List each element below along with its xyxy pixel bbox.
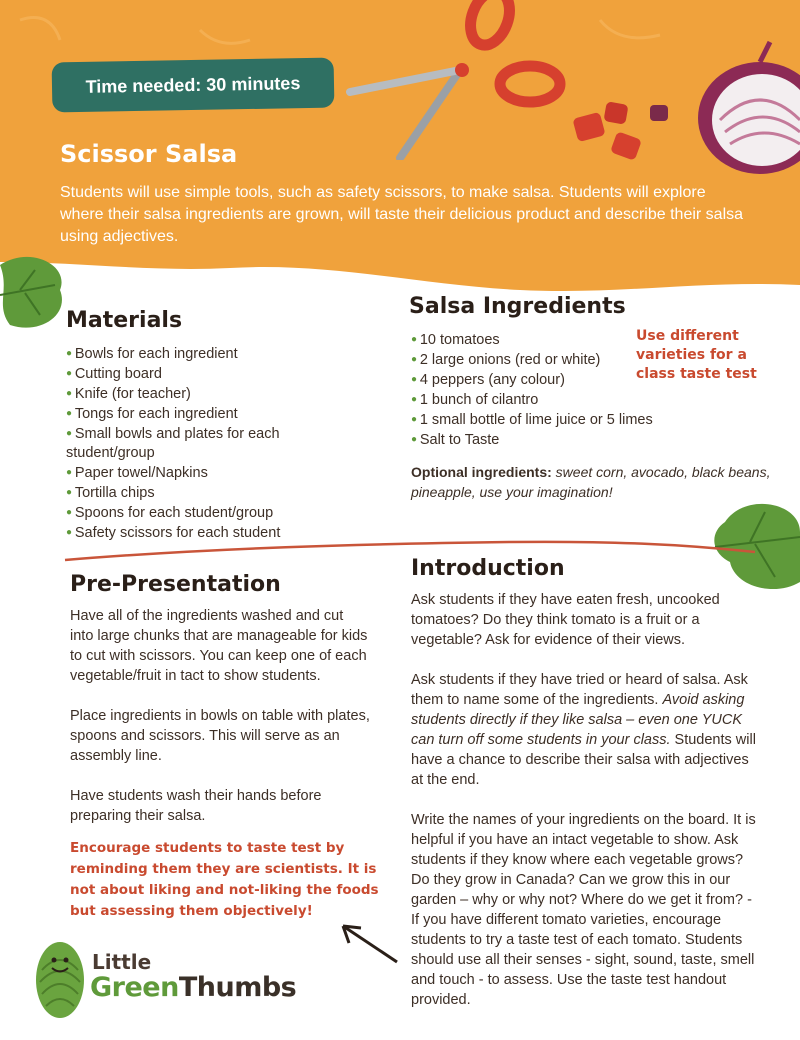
list-item: ● Tortilla chips [66,483,346,503]
list-item: ● Small bowls and plates for each student/group [66,424,346,463]
ingredients-heading: Salsa Ingredients [409,294,626,319]
pre-presentation-heading: Pre-Presentation [70,572,281,597]
onion-icon [690,40,800,180]
logo-text-little: Little [92,950,152,974]
materials-list [66,344,346,543]
encourage-note: Encourage students to taste test by reminding them they are scientists. It is not about liking and not-liking the foods but assessing them objectively! [70,840,379,919]
paragraph-italic: Avoid asking students directly if they like salsa – even one YUCK can turn off some students in your class. [411,692,745,748]
page-description: Students will use simple tools, such as safety scissors, to make salsa. Students will explore where their salsa ingredients are grown, will taste their delicious product and describe their salsa using adjectives. [60,184,744,245]
list-item: ● Tongs for each ingredient [66,404,346,424]
optional-ingredients [411,462,771,502]
paragraph [411,670,761,790]
scissors-icon [340,0,580,160]
paragraph: Have all of the ingredients washed and cut into large chunks that are manageable for kids to cut with scissors. You can keep one of each vegetable/fruit in tact to show students. [70,608,368,684]
list-item: ● Knife (for teacher) [66,384,346,404]
taste-test-note: Use different varieties for a class taste test [636,328,757,382]
paragraph: Ask students if they have eaten fresh, uncooked tomatoes? Do they think tomato is a fruit or a vegetable? Ask for evidence of their views. [411,592,720,648]
paragraph: Have students wash their hands before preparing their salsa. [70,788,322,824]
list-item: ● 4 peppers (any colour) [411,370,701,390]
list-item: ● 10 tomatoes [411,330,701,350]
paragraph: Place ingredients in bowls on table with plates, spoons and scissors. This will serve as an assembly line. [70,708,370,764]
list-item: ● Cutting board [66,364,346,384]
optional-label: Optional ingredients: [411,464,552,480]
list-item: ● Safety scissors for each student [66,523,346,543]
paragraph-text: Ask students if they have tried or heard of salsa. Ask them to name some of the ingredients. [411,672,748,708]
list-item: ● 1 bunch of cilantro [411,390,701,410]
list-item: ● 2 large onions (red or white) [411,350,701,370]
arrow-icon [335,918,405,968]
time-needed-badge: Time needed: 30 minutes [52,58,335,113]
paragraph: Write the names of your ingredients on the board. It is helpful if you have an intact vegetable to show. Ask students if they know where each vegetable grows? Do they grow in Canada? Can we grow this in our garden – why or why not? Where do we get it from? - If you have different tomato varieties, encourage students to try a taste test of each tomato. Students should use all their senses - sight, sound, taste, smell and touch - to assess. Use the taste test handout provided. [411,812,756,1008]
paragraph-text: Students will have a chance to describe their salsa with adjectives at the end. [411,732,756,788]
logo-text-green: Green [90,972,179,1003]
page-title: Scissor Salsa [60,140,238,168]
section-divider [60,530,760,570]
cilantro-icon [0,245,75,345]
optional-text: sweet corn, avocado, black beans, pineapple, use your imagination! [411,464,771,500]
list-item: ● Salt to Taste [411,430,701,450]
materials-heading: Materials [66,308,183,333]
logo-text-greenthumbs [90,972,296,1003]
tomato-pieces-icon [565,95,675,170]
list-item: ● Spoons for each student/group [66,503,346,523]
introduction-heading: Introduction [411,556,565,581]
list-item: ● Paper towel/Napkins [66,463,346,483]
list-item: ● 1 small bottle of lime juice or 5 limes [411,410,701,430]
introduction-body [411,590,761,1030]
logo-text-thumbs: Thumbs [178,972,297,1003]
pre-presentation-body [70,606,370,846]
list-item: ● Bowls for each ingredient [66,344,346,364]
